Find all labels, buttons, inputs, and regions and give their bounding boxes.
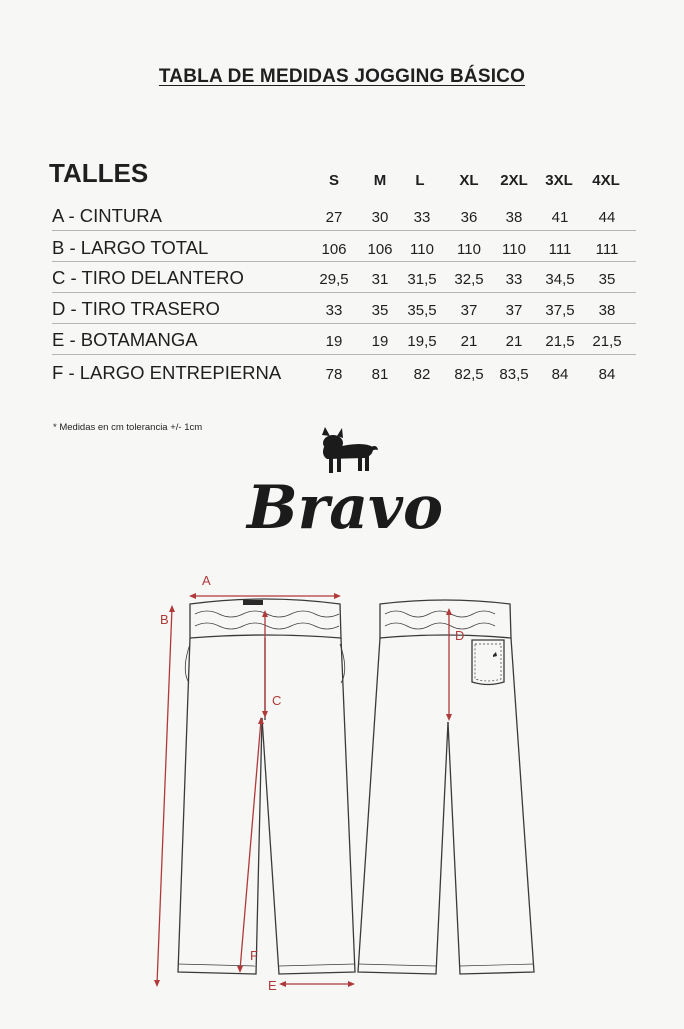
row-divider [0, 230, 684, 231]
row-value-2xl: 33 [505, 271, 523, 288]
row-value-2xl: 110 [502, 241, 526, 258]
row-value-xl: 21 [460, 333, 478, 350]
label-b: B [160, 612, 169, 627]
label-f: F [250, 948, 258, 963]
brand-wordmark: Bravo [246, 473, 444, 543]
row-value-xl: 82,5 [454, 366, 484, 383]
row-value-3xl: 34,5 [545, 271, 575, 288]
row-divider-line [52, 230, 636, 231]
table-row [0, 267, 684, 295]
row-value-2xl: 37 [505, 302, 523, 319]
row-label: A - CINTURA [52, 205, 162, 226]
row-value-l: 82 [413, 366, 431, 383]
row-label: B - LARGO TOTAL [52, 237, 209, 258]
label-e: E [268, 978, 277, 993]
table-row [0, 362, 684, 390]
row-value-m: 106 [367, 241, 393, 258]
row-value-l: 31,5 [407, 271, 437, 288]
measurement-arrows [154, 593, 452, 987]
row-label: F - LARGO ENTREPIERNA [52, 362, 282, 383]
talles-heading: TALLES [49, 158, 149, 188]
row-value-m: 35 [371, 302, 389, 319]
row-divider [0, 354, 684, 355]
arrow-b [157, 608, 172, 984]
row-value-4xl: 84 [598, 366, 616, 383]
row-value-4xl: 111 [595, 241, 619, 258]
row-value-2xl: 83,5 [499, 366, 529, 383]
row-value-m: 19 [371, 333, 389, 350]
row-divider [0, 292, 684, 293]
row-value-xl: 36 [460, 209, 478, 226]
size-header-xl: XL [459, 172, 479, 189]
row-value-3xl: 41 [551, 209, 569, 226]
row-value-3xl: 111 [548, 241, 572, 258]
row-value-4xl: 21,5 [592, 333, 622, 350]
label-d: D [455, 628, 465, 643]
row-divider [0, 323, 684, 324]
row-divider [0, 261, 684, 262]
brand-logo [225, 425, 465, 550]
size-header-3xl: 3XL [545, 172, 573, 189]
arrow-f [240, 720, 261, 970]
page-title: TABLA DE MEDIDAS JOGGING BÁSICO [158, 66, 526, 87]
row-value-s: 78 [325, 366, 343, 383]
size-header-4xl: 4XL [592, 172, 620, 189]
row-value-3xl: 37,5 [545, 302, 575, 319]
label-a: A [202, 573, 211, 588]
row-value-2xl: 38 [505, 209, 523, 226]
row-value-s: 106 [321, 241, 347, 258]
row-value-s: 29,5 [319, 271, 349, 288]
bulldog-icon [322, 427, 378, 473]
size-header-2xl: 2XL [500, 172, 528, 189]
row-divider-line [52, 261, 636, 262]
row-divider-line [52, 323, 636, 324]
row-value-xl: 110 [457, 241, 481, 258]
size-header-l: L [415, 172, 425, 189]
row-value-l: 33 [413, 209, 431, 226]
row-value-s: 27 [325, 209, 343, 226]
row-value-4xl: 35 [598, 271, 616, 288]
row-label: E - BOTAMANGA [52, 329, 198, 350]
row-divider-line [52, 292, 636, 293]
row-value-4xl: 44 [598, 209, 616, 226]
row-value-3xl: 21,5 [545, 333, 575, 350]
pants-illustration [0, 560, 684, 1029]
front-view [178, 599, 355, 974]
row-value-m: 81 [371, 366, 389, 383]
row-value-s: 19 [325, 333, 343, 350]
row-value-3xl: 84 [551, 366, 569, 383]
measurement-note: * Medidas en cm tolerancia +/- 1cm [53, 422, 203, 433]
back-view [358, 600, 534, 974]
row-value-l: 35,5 [407, 302, 437, 319]
brand-logo-graphic [225, 425, 465, 545]
row-divider-line [52, 354, 636, 355]
row-label: D - TIRO TRASERO [52, 298, 220, 319]
row-value-l: 110 [410, 241, 434, 258]
table-row [0, 205, 684, 233]
pants-diagram [0, 560, 684, 1024]
row-value-l: 19,5 [407, 333, 437, 350]
row-value-4xl: 38 [598, 302, 616, 319]
row-value-m: 31 [371, 271, 389, 288]
table-row [0, 298, 684, 326]
size-header-s: S [328, 172, 339, 189]
row-value-m: 30 [371, 209, 389, 226]
row-value-2xl: 21 [505, 333, 523, 350]
table-row [0, 329, 684, 357]
row-value-xl: 37 [460, 302, 478, 319]
label-c: C [272, 693, 282, 708]
row-value-xl: 32,5 [454, 271, 484, 288]
size-header-m: M [373, 172, 387, 189]
row-label: C - TIRO DELANTERO [52, 267, 244, 288]
row-value-s: 33 [325, 302, 343, 319]
